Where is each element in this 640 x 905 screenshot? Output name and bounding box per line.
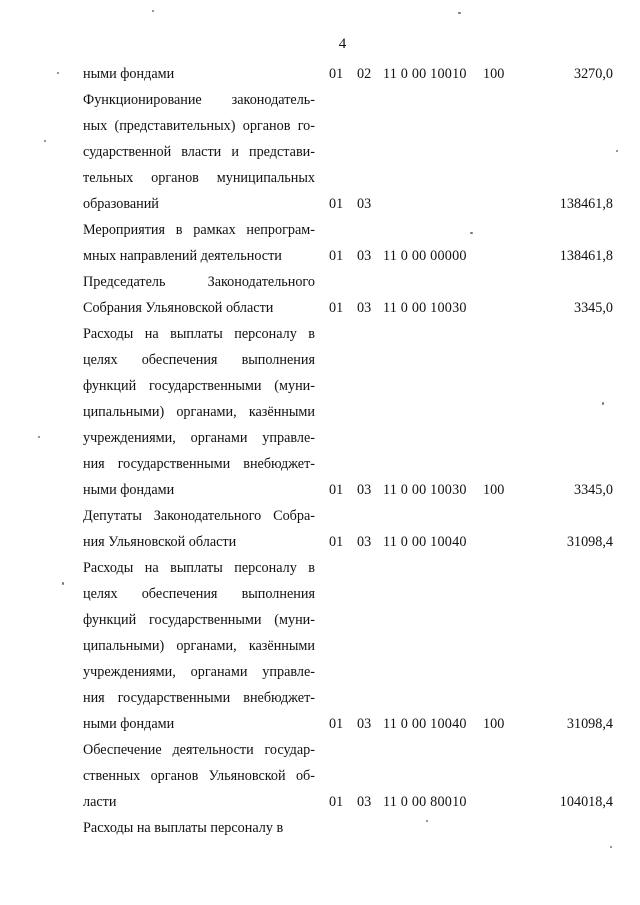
- amount: 3345,0: [573, 300, 613, 316]
- description-line: сударственной власти и представи-: [83, 144, 315, 160]
- expense-type-code: 100: [483, 482, 505, 498]
- section-code: 01: [329, 196, 344, 212]
- row-description: [83, 61, 315, 87]
- target-article-code: 11 0 00 00000: [383, 248, 467, 264]
- table-row: [83, 87, 613, 217]
- description-line: целях обеспечения выполнения: [83, 586, 315, 602]
- description-line: ственных органов Ульяновской об-: [83, 768, 315, 784]
- row-description: [83, 87, 315, 217]
- target-article-code: 11 0 00 10030: [383, 300, 467, 316]
- table-row: [83, 61, 613, 87]
- scan-speck: [458, 12, 461, 14]
- scan-speck: [57, 72, 59, 74]
- section-code: 01: [329, 482, 344, 498]
- amount: 3270,0: [573, 66, 613, 82]
- subsection-code: 03: [357, 196, 372, 212]
- scan-speck: [616, 150, 618, 152]
- row-description: [83, 217, 315, 269]
- table-row: [83, 815, 613, 841]
- description-line: функций государственными (муни-: [83, 378, 315, 394]
- description-line: ния государственными внебюджет-: [83, 456, 315, 472]
- expense-type-code: 100: [483, 66, 505, 82]
- section-code: 01: [329, 248, 344, 264]
- target-article-code: 11 0 00 10040: [383, 716, 467, 732]
- description-line: ния Ульяновской области: [83, 534, 237, 550]
- description-line: учреждениями, органами управле-: [83, 664, 315, 680]
- scan-speck: [38, 436, 40, 438]
- scan-speck: [426, 820, 428, 822]
- amount: 138461,8: [559, 248, 613, 264]
- description-line: Расходы на выплаты персоналу в: [83, 820, 284, 836]
- description-line: ных (представительных) органов го-: [83, 118, 315, 134]
- scan-speck: [470, 232, 473, 234]
- row-description: [83, 815, 315, 841]
- table-row: [83, 503, 613, 555]
- description-line: ципальными) органами, казёнными: [83, 638, 315, 654]
- table-row: [83, 737, 613, 815]
- section-code: 01: [329, 300, 344, 316]
- description-line: Мероприятия в рамках непрограм-: [83, 222, 315, 238]
- scan-speck: [62, 582, 64, 585]
- subsection-code: 03: [357, 534, 372, 550]
- section-code: 01: [329, 534, 344, 550]
- description-line: мных направлений деятельности: [83, 248, 282, 264]
- description-line: Расходы на выплаты персоналу в: [83, 326, 315, 342]
- description-line: ными фондами: [83, 66, 175, 82]
- row-description: [83, 555, 315, 737]
- description-line: ными фондами: [83, 482, 175, 498]
- description-line: ными фондами: [83, 716, 175, 732]
- subsection-code: 02: [357, 66, 372, 82]
- section-code: 01: [329, 716, 344, 732]
- subsection-code: 03: [357, 300, 372, 316]
- description-line: Собрания Ульяновской области: [83, 300, 274, 316]
- target-article-code: 11 0 00 10010: [383, 66, 467, 82]
- description-line: Функционирование законодатель-: [83, 92, 315, 108]
- description-line: учреждениями, органами управле-: [83, 430, 315, 446]
- table-row: [83, 269, 613, 321]
- description-line: ласти: [83, 794, 117, 810]
- description-line: Председатель Законодательного: [83, 274, 315, 290]
- description-line: функций государственными (муни-: [83, 612, 315, 628]
- table-row: [83, 217, 613, 269]
- table-row: [83, 555, 613, 737]
- description-line: Депутаты Законодательного Собра-: [83, 508, 315, 524]
- row-description: [83, 269, 315, 321]
- amount: 31098,4: [566, 716, 613, 732]
- section-code: 01: [329, 794, 344, 810]
- subsection-code: 03: [357, 716, 372, 732]
- description-line: тельных органов муниципальных: [83, 170, 315, 186]
- table-row: [83, 321, 613, 503]
- amount: 3345,0: [573, 482, 613, 498]
- section-code: 01: [329, 66, 344, 82]
- target-article-code: 11 0 00 80010: [383, 794, 467, 810]
- row-description: [83, 503, 315, 555]
- subsection-code: 03: [357, 794, 372, 810]
- description-line: образований: [83, 196, 159, 212]
- amount: 31098,4: [566, 534, 613, 550]
- target-article-code: 11 0 00 10030: [383, 482, 467, 498]
- description-line: Расходы на выплаты персоналу в: [83, 560, 315, 576]
- scan-speck: [44, 140, 46, 142]
- row-description: [83, 321, 315, 503]
- description-line: Обеспечение деятельности государ-: [83, 742, 315, 758]
- expense-type-code: 100: [483, 716, 505, 732]
- subsection-code: 03: [357, 482, 372, 498]
- scan-speck: [602, 402, 604, 405]
- row-description: [83, 737, 315, 815]
- description-line: целях обеспечения выполнения: [83, 352, 315, 368]
- amount: 104018,4: [559, 794, 613, 810]
- description-line: ния государственными внебюджет-: [83, 690, 315, 706]
- subsection-code: 03: [357, 248, 372, 264]
- scan-speck: [152, 10, 154, 12]
- scan-speck: [610, 846, 612, 848]
- amount: 138461,8: [559, 196, 613, 212]
- budget-table: [83, 61, 613, 841]
- description-line: ципальными) органами, казёнными: [83, 404, 315, 420]
- page-number: 4: [338, 36, 347, 52]
- target-article-code: 11 0 00 10040: [383, 534, 467, 550]
